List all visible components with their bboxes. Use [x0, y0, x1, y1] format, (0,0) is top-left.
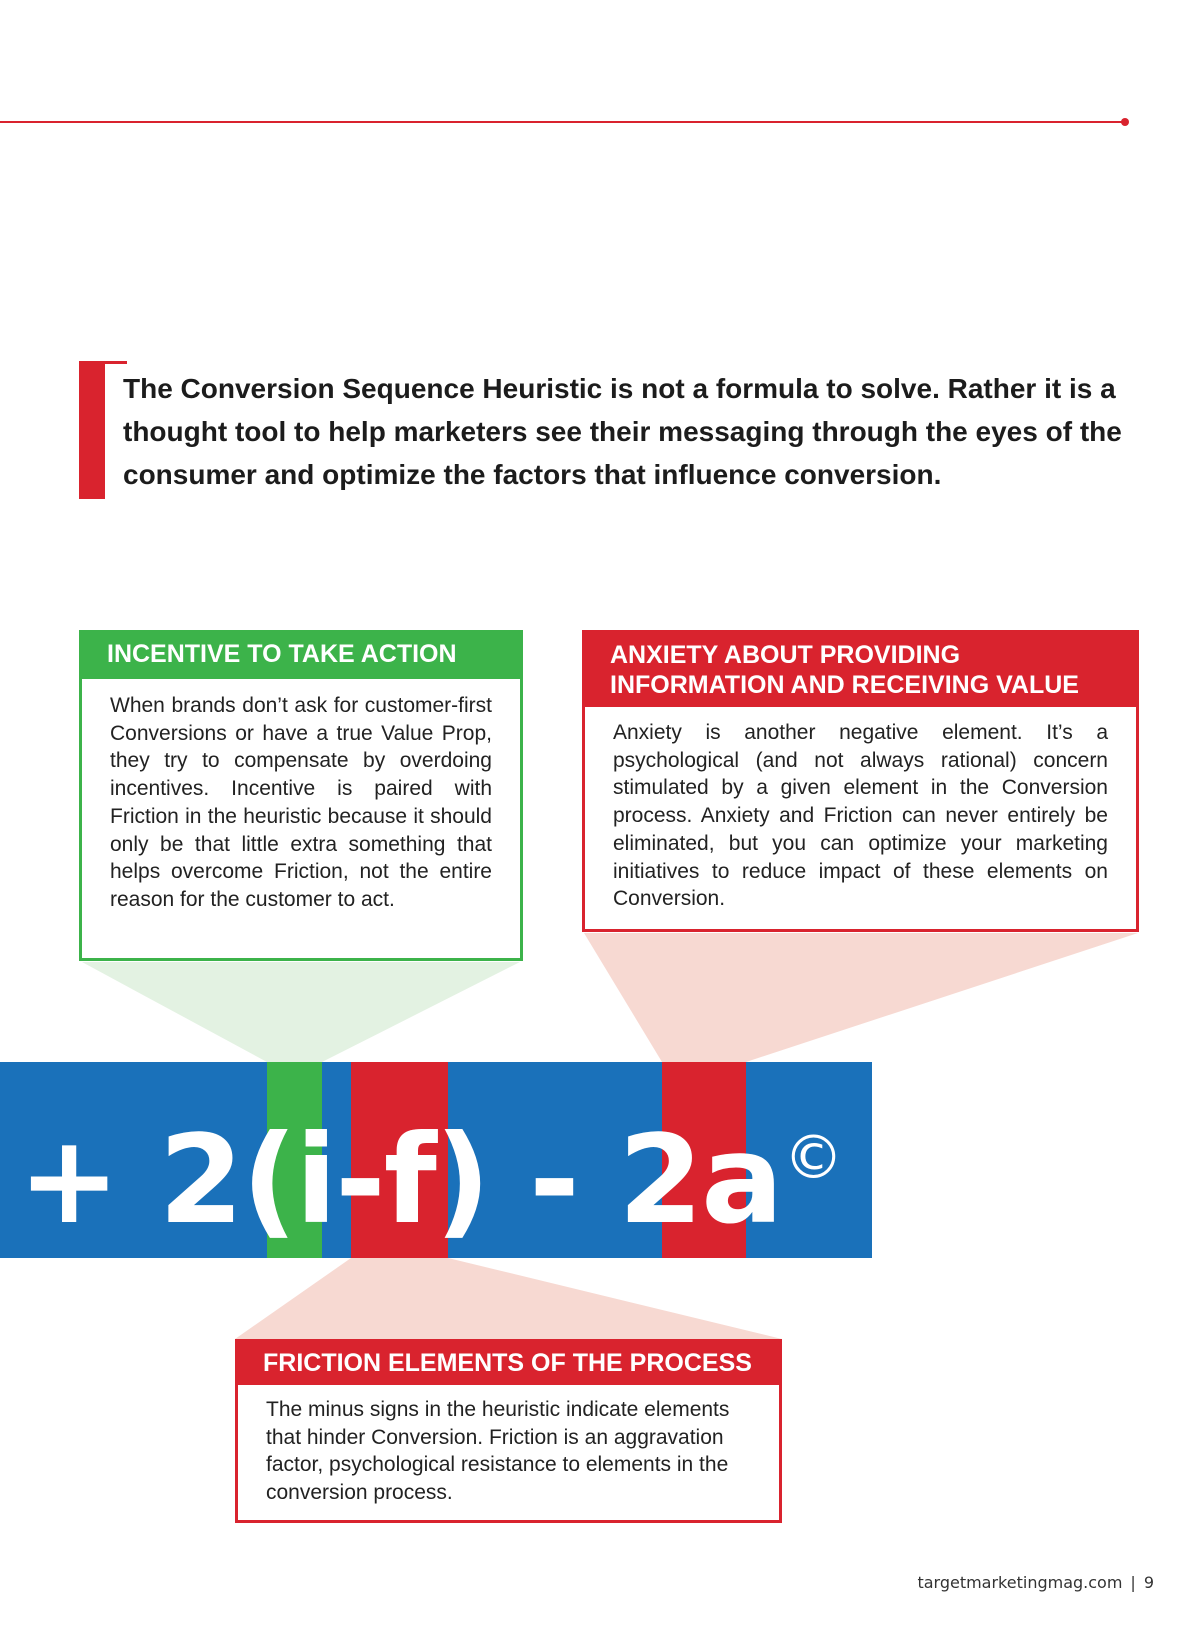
page-footer: [917, 1573, 1154, 1592]
friction-box: [235, 1339, 782, 1523]
pullquote: [79, 361, 1139, 503]
page-number: 9: [1143, 1573, 1154, 1592]
copyright-symbol: ©: [783, 1123, 842, 1193]
incentive-connector: [82, 962, 520, 1062]
pullquote-bar: [79, 361, 105, 499]
pullquote-bar-tick: [105, 361, 127, 364]
footer-site: targetmarketingmag.com: [917, 1573, 1123, 1592]
top-rule: [0, 121, 1124, 123]
footer-separator: |: [1130, 1573, 1136, 1592]
anxiety-connector: [584, 933, 1138, 1062]
formula-expression: + 2(i-f) - 2a: [18, 1109, 782, 1251]
formula: [18, 1088, 841, 1250]
friction-body: The minus signs in the heuristic indicate elements that hinder Conversion. Friction is an aggravation factor, psychological resistance to elements in the conversion process.: [266, 1398, 730, 1505]
top-rule-dot: [1121, 118, 1129, 126]
formula-band: [0, 1062, 872, 1258]
friction-title: FRICTION ELEMENTS OF THE PROCESS: [235, 1339, 782, 1385]
incentive-title: INCENTIVE TO TAKE ACTION: [79, 630, 523, 679]
incentive-body: When brands don’t ask for customer-first Conversions or have a true Value Prop, they try to compensate by overdoing incentives. Incentive is paired with Friction in the heuristic because it should only be that little extra something that helps overcome Friction, not the entire reason for the customer to act.: [110, 694, 492, 911]
pullquote-text: The Conversion Sequence Heuristic is not a formula to solve. Rather it is a thought tool to help marketers see their messaging through the eyes of the consumer and optimize the factors that influence conversion.: [123, 373, 1122, 490]
anxiety-box: [582, 630, 1139, 932]
incentive-box: [79, 630, 523, 961]
anxiety-body: Anxiety is another negative element. It’s a psychological (and not always rational) concern stimulated by a given element in the Conversion process. Anxiety and Friction can never entirely be eliminated, but you can optimize your marketing initiatives to reduce impact of these elements on Conversion.: [613, 721, 1108, 911]
friction-connector: [235, 1258, 782, 1339]
anxiety-title: ANXIETY ABOUT PROVIDING INFORMATION AND RECEIVING VALUE: [582, 630, 1139, 707]
